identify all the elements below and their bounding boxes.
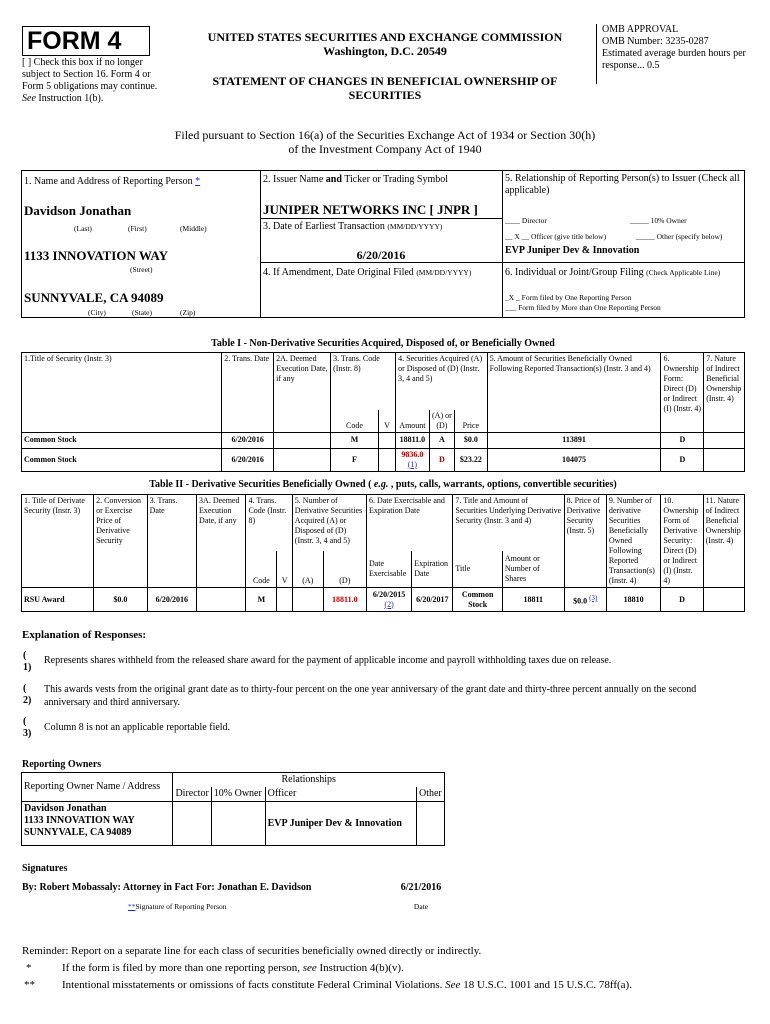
t1-r0-date: 6/20/2016 xyxy=(222,432,274,448)
t1-r1-form: D xyxy=(661,448,704,471)
box3-label: 3. Date of Earliest Transaction (MM/DD/YYYY) xyxy=(263,221,443,232)
table-row xyxy=(22,432,745,448)
t1-r1-owned: 104075 xyxy=(487,448,661,471)
t1-h-deemed: 2A. Deemed Execution Date, if any xyxy=(274,353,331,433)
t2-h-deemed: 3A. Deemed Execution Date, if any xyxy=(197,495,246,588)
label-middle: (Middle) xyxy=(180,224,207,233)
table-row xyxy=(22,588,745,612)
t2-h-price: 8. Price of Derivative Security (Instr. 5) xyxy=(564,495,606,588)
t2-sub-expiration: Expiration Date xyxy=(412,551,453,587)
t2-r0-und-title: Common Stock xyxy=(453,588,502,612)
t1-r1-amount-note-link[interactable]: (1) xyxy=(407,459,418,469)
t2-h-nature: 11. Nature of Indirect Beneficial Ownership (Instr. 4) xyxy=(703,495,744,588)
box4-label: 4. If Amendment, Date Original Filed (MM/DD/YYYY) xyxy=(263,267,472,278)
t2-h-number: 5. Number of Derivative Securities Acquired (A) or Disposed of (D) (Instr. 3, 4 and 5) xyxy=(292,495,366,552)
owners-col-other: Other xyxy=(416,787,444,802)
t2-h-conversion: 2. Conversion or Exercise Price of Derivative Security xyxy=(94,495,148,588)
owners-relationships: Relationships xyxy=(173,773,445,788)
t1-r1-aord: D xyxy=(429,448,454,471)
t2-sub-title: Title xyxy=(453,551,502,587)
footnote-1-text: Represents shares withheld from the released share award for the payment of applicable income and payroll withholding taxes due on release. xyxy=(44,655,612,666)
t2-h-date: 3. Trans. Date xyxy=(147,495,196,588)
owners-col-officer: Officer xyxy=(265,787,416,802)
t2-h-underlying: 7. Title and Amount of Securities Underlying Derivative Security (Instr. 3 and 4) xyxy=(453,495,564,552)
footer-note1: If the form is filed by more than one reporting person, see Instruction 4(b)(v). xyxy=(62,962,404,974)
t1-r1-deemed xyxy=(274,448,331,471)
owners-officer-value: EVP Juniper Dev & Innovation xyxy=(265,802,416,846)
t2-sub-v: V xyxy=(277,551,292,587)
t1-h-acquired: 4. Securities Acquired (A) or Disposed of (D) (Instr. 3, 4 and 5) xyxy=(396,353,487,410)
t2-r0-exercisable: 6/20/2015 xyxy=(372,589,406,599)
signature-label: **Signature of Reporting Person xyxy=(128,902,227,911)
t1-r0-owned: 113891 xyxy=(487,432,661,448)
t2-r0-price: $0.0 xyxy=(94,588,148,612)
t1-r0-price: $0.0 xyxy=(455,432,488,448)
footnote-2-number: ( 2) xyxy=(23,683,32,706)
signature-date-value: 6/21/2016 xyxy=(400,882,442,893)
table2-title: Table II - Derivative Securities Beneficially Owned ( e.g. , puts, calls, warrants, options, convertible securities) xyxy=(149,479,617,490)
table2 xyxy=(21,494,745,612)
t1-h-owned: 5. Amount of Securities Beneficially Owned Following Reported Transaction(s) (Instr. 3 and 4) xyxy=(487,353,661,433)
t2-r0-exercisable-cell xyxy=(366,588,411,612)
footer-note2: Intentional misstatements or omissions of facts constitute Federal Criminal Violations. See 18 U.S.C. 1001 and 15 U.S.C. 78ff(a). xyxy=(62,979,632,991)
city-value: SUNNYVALE, CA 94089 xyxy=(24,290,164,305)
footer-star2: ** xyxy=(24,979,35,991)
footer-star1: * xyxy=(26,962,32,974)
reporting-person-name: Davidson Jonathan xyxy=(24,203,132,218)
t2-r0-deemed xyxy=(197,588,246,612)
t1-r1-date: 6/20/2016 xyxy=(222,448,274,471)
signatures-heading: Signatures xyxy=(22,863,68,874)
t2-r0-a xyxy=(292,588,323,612)
owners-heading: Reporting Owners xyxy=(22,759,102,770)
owners-name-cell xyxy=(22,802,173,846)
t2-r0-expiration: 6/20/2017 xyxy=(412,588,453,612)
owners-col-ten: 10% Owner xyxy=(211,787,265,802)
t1-sub-v: V xyxy=(378,410,395,433)
label-city: (City) xyxy=(88,308,106,317)
t1-h-date: 2. Trans. Date xyxy=(222,353,274,433)
checkbox-see: See xyxy=(22,93,36,104)
table1 xyxy=(21,352,745,472)
t2-r0-code: M xyxy=(246,588,277,612)
t2-h-owned: 9. Number of derivative Securities Beneficially Owned Following Reported Transaction(s) (Instr. 4) xyxy=(606,495,661,588)
t2-r0-und-amount: 18811 xyxy=(502,588,564,612)
checkbox-instruction: Instruction 1(b). xyxy=(38,93,104,104)
omb-box xyxy=(602,24,752,72)
signature-date-label: Date xyxy=(413,902,429,911)
owners-col-director: Director xyxy=(173,787,211,802)
t1-r1-nature xyxy=(704,448,745,471)
t1-h-form: 6. Ownership Form: Direct (D) or Indirect (I) (Instr. 4) xyxy=(661,353,704,433)
t1-h-code: 3. Trans. Code (Instr. 8) xyxy=(331,353,396,410)
t2-r0-nature xyxy=(703,588,744,612)
checkbox-text: [ ] Check this box if no longer subject to Section 16. Form 4 or Form 5 obligations may continue. xyxy=(22,57,158,92)
omb-divider xyxy=(596,24,597,84)
agency-name xyxy=(170,30,600,58)
t2-sub-exercisable: Date Exercisable xyxy=(366,551,411,587)
t2-h-exercisable: 6. Date Exercisable and Expiration Date xyxy=(366,495,452,552)
t1-r1-price: $23.22 xyxy=(455,448,488,471)
owners-table xyxy=(21,772,445,846)
t1-r0-title: Common Stock xyxy=(22,432,222,448)
omb-approval: OMB APPROVAL xyxy=(602,24,679,35)
form-title-box xyxy=(22,26,150,56)
box1-label: 1. Name and Address of Reporting Person * xyxy=(24,176,201,187)
t2-r0-form: D xyxy=(661,588,703,612)
box6-line1: _X _ Form filed by One Reporting Person xyxy=(505,293,632,302)
t2-r0-d: 18811.0 xyxy=(323,588,366,612)
signature-by-line: By: Robert Mobassaly: Attorney in Fact For: Jonathan E. Davidson xyxy=(22,882,312,893)
t1-r0-deemed xyxy=(274,432,331,448)
reminder-text: Reminder: Report on a separate line for each class of securities beneficially owned directly or indirectly. xyxy=(22,945,482,957)
agency-line1: UNITED STATES SECURITIES AND EXCHANGE COMMISSION xyxy=(207,30,563,44)
t2-r0-exercisable-note-link[interactable]: (2) xyxy=(384,599,394,609)
t2-sub-d: (D) xyxy=(323,551,366,587)
box5-ten-pct: _____ 10% Owner xyxy=(630,216,687,225)
issuer-value: JUNIPER NETWORKS INC [ JNPR ] xyxy=(263,202,478,217)
t1-r1-v xyxy=(378,448,395,471)
t1-sub-amount: Amount xyxy=(396,410,430,433)
t1-r0-form: D xyxy=(661,432,704,448)
label-street: (Street) xyxy=(130,265,153,274)
label-state: (State) xyxy=(132,308,152,317)
omb-burden: Estimated average burden hours per response... 0.5 xyxy=(602,48,746,71)
t2-r0-v xyxy=(277,588,292,612)
t2-r0-deriv-price-note-link[interactable]: (3) xyxy=(589,593,598,602)
filed-pursuant: Filed pursuant to Section 16(a) of the Securities Exchange Act of 1934 or Section 30(h) of the Investment Company Act of 1940 xyxy=(174,128,596,156)
t2-r0-deriv-price: $0.0 xyxy=(573,596,588,606)
t1-r0-nature xyxy=(704,432,745,448)
t2-r0-title: RSU Award xyxy=(22,588,94,612)
table-row xyxy=(22,802,445,846)
street-value: 1133 INNOVATION WAY xyxy=(24,248,169,263)
t2-sub-code: Code xyxy=(246,551,277,587)
footnote-2-text: This awards vests from the original grant date as to thirty-four percent on the one year anniversary of the grant date and thirty-three percent annually on the second anniversary and third anniversary. xyxy=(44,684,697,708)
t1-r0-v xyxy=(378,432,395,448)
t1-r0-amount: 18811.0 xyxy=(396,432,430,448)
footnote-1-number: ( 1) xyxy=(23,650,32,673)
owners-name-line2: 1133 INNOVATION WAY xyxy=(24,815,135,826)
box5-label: 5. Relationship of Reporting Person(s) to Issuer (Check all applicable) xyxy=(505,173,740,196)
label-zip: (Zip) xyxy=(180,308,196,317)
label-last: (Last) xyxy=(74,224,92,233)
t1-r0-aord: A xyxy=(429,432,454,448)
form-title: FORM 4 xyxy=(27,27,122,55)
box5-director: ____ Director xyxy=(505,216,547,225)
t2-h-title: 1. Title of Derivate Security (Instr. 3) xyxy=(22,495,94,588)
box1-star-link[interactable]: * xyxy=(195,176,201,187)
footnote-3-text: Column 8 is not an applicable reportable field. xyxy=(44,722,231,733)
box2-label: 2. Issuer Name and Ticker or Trading Symbol xyxy=(263,174,449,185)
t1-h-nature: 7. Nature of Indirect Beneficial Ownership (Instr. 4) xyxy=(704,353,745,433)
t2-sub-amount: Amount or Number of Shares xyxy=(502,551,564,587)
t2-sub-a: (A) xyxy=(292,551,323,587)
owners-col-name: Reporting Owner Name / Address xyxy=(22,773,173,802)
explanation-heading: Explanation of Responses: xyxy=(22,629,147,641)
box6-label: 6. Individual or Joint/Group Filing (Check Applicable Line) xyxy=(505,267,721,278)
omb-number: OMB Number: 3235-0287 xyxy=(602,36,709,47)
t2-r0-deriv-price-cell xyxy=(564,588,606,612)
t2-r0-owned: 18810 xyxy=(606,588,661,612)
t2-h-form: 10. Ownership Form of Derivative Security: Direct (D) or Indirect (I) (Instr. 4) xyxy=(661,495,703,588)
t1-h-title: 1.Title of Security (Instr. 3) xyxy=(22,353,222,433)
t1-r1-code: F xyxy=(331,448,379,471)
table1-title: Table I - Non-Derivative Securities Acquired, Disposed of, or Beneficially Owned xyxy=(211,338,555,349)
box5-other: _____ Other (specify below) xyxy=(636,232,723,241)
t2-r0-date: 6/20/2016 xyxy=(147,588,196,612)
t1-r1-amount-cell xyxy=(396,448,430,471)
t1-sub-code: Code xyxy=(331,410,379,433)
t1-sub-aord: (A) or (D) xyxy=(429,410,454,433)
t1-r0-code: M xyxy=(331,432,379,448)
box6-line2: ___ Form filed by More than One Reporting Person xyxy=(505,303,661,312)
t1-r1-amount: 9836.0 xyxy=(401,449,424,459)
t1-sub-price: Price xyxy=(455,410,488,433)
t1-r1-title: Common Stock xyxy=(22,448,222,471)
owners-name-line3: SUNNYVALE, CA 94089 xyxy=(24,827,132,838)
signature-marker-link[interactable]: ** xyxy=(128,902,136,911)
statement-title: STATEMENT OF CHANGES IN BENEFICIAL OWNERSHIP OF SECURITIES xyxy=(212,74,558,102)
t2-h-code: 4. Trans. Code (Instr. 8) xyxy=(246,495,292,552)
officer-title-value: EVP Juniper Dev & Innovation xyxy=(505,245,640,256)
footnote-3-number: ( 3) xyxy=(23,716,32,739)
label-first: (First) xyxy=(128,224,147,233)
table-row xyxy=(22,448,745,471)
owners-name-line1: Davidson Jonathan xyxy=(24,803,107,814)
box5-officer: __ X __ Officer (give title below) xyxy=(505,232,607,241)
agency-line2: Washington, D.C. 20549 xyxy=(323,44,447,58)
checkbox-note xyxy=(22,57,172,105)
earliest-transaction-date: 6/20/2016 xyxy=(356,248,406,262)
